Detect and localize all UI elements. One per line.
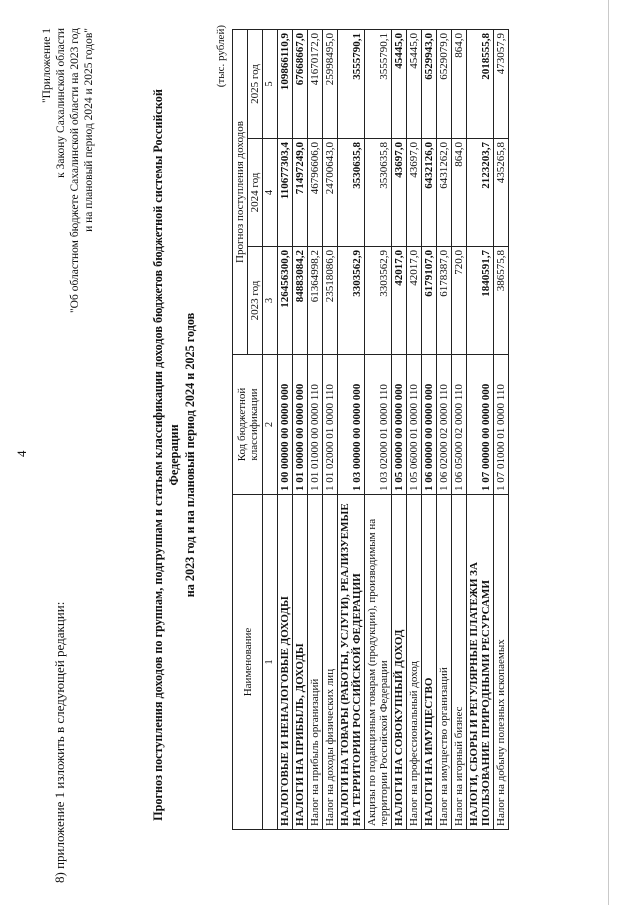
table-row (407, 30, 422, 830)
row-value-2023: 720,0 (452, 247, 467, 355)
row-value-2024: 110677303,4 (278, 139, 293, 247)
table-row (392, 30, 407, 830)
row-value-2024: 864,0 (452, 139, 467, 247)
header-forecast: Прогноз поступления доходов (233, 30, 248, 355)
row-value-2024: 3530635,8 (365, 139, 392, 247)
row-value-2025: 3555790,1 (365, 30, 392, 139)
row-name: НАЛОГИ НА ИМУЩЕСТВО (422, 495, 437, 830)
appendix-line-1: "Приложение 1 (41, 28, 53, 104)
header-name: Наименование (233, 495, 263, 830)
row-value-2025: 2018555,8 (467, 30, 494, 139)
appendix-header (40, 28, 96, 408)
row-name: Налог на игорный бизнес (452, 495, 467, 830)
table-row (494, 30, 509, 830)
row-value-2024: 43697,0 (392, 139, 407, 247)
row-name: НАЛОГИ НА ПРИБЫЛЬ, ДОХОДЫ (293, 495, 308, 830)
row-code: 1 01 02000 01 0000 110 (323, 355, 338, 495)
table-row (422, 30, 437, 830)
header-2025: 2025 год (248, 30, 263, 139)
row-value-2025: 45445,0 (407, 30, 422, 139)
row-code: 1 03 02000 01 0000 110 (365, 355, 392, 495)
row-code: 1 03 00000 00 0000 000 (338, 355, 365, 495)
row-value-2023: 3303562,9 (338, 247, 365, 355)
table-row (452, 30, 467, 830)
row-value-2023: 6178387,0 (437, 247, 452, 355)
row-value-2023: 61364998,2 (308, 247, 323, 355)
row-value-2024: 71497249,0 (293, 139, 308, 247)
title-line-1: Прогноз поступления доходов по группам, подгруппам и статьям классификации доходов бюджетов бюджетной системы Российской (151, 89, 165, 821)
row-value-2024: 6432126,0 (422, 139, 437, 247)
row-value-2025: 6529943,0 (422, 30, 437, 139)
row-value-2023: 23518086,0 (323, 247, 338, 355)
row-name: Налог на доходы физических лиц (323, 495, 338, 830)
row-code: 1 07 01000 01 0000 110 (494, 355, 509, 495)
row-value-2025: 67668667,0 (293, 30, 308, 139)
row-value-2023: 3303562,9 (365, 247, 392, 355)
table-row (308, 30, 323, 830)
header-code: Код бюджетной классификации (233, 355, 263, 495)
appendix-line-3: "Об областном бюджете Сахалинской области на 2023 год (69, 28, 81, 314)
row-value-2025: 3555790,1 (338, 30, 365, 139)
row-value-2025: 45445,0 (392, 30, 407, 139)
row-name: НАЛОГИ НА ТОВАРЫ (РАБОТЫ, УСЛУГИ), РЕАЛИЗУЕМЫЕ НА ТЕРРИТОРИИ РОССИЙСКОЙ ФЕДЕРАЦИИ (338, 495, 365, 830)
row-name: НАЛОГОВЫЕ И НЕНАЛОГОВЫЕ ДОХОДЫ (278, 495, 293, 830)
title-line-3: на 2023 год и на плановый период 2024 и 2025 годов (183, 312, 197, 598)
row-value-2024: 43697,0 (407, 139, 422, 247)
row-name: Налог на профессиональный доход (407, 495, 422, 830)
row-name: Налог на имущество организаций (437, 495, 452, 830)
row-code: 1 05 06000 01 0000 110 (407, 355, 422, 495)
row-code: 1 06 02000 02 0000 110 (437, 355, 452, 495)
row-value-2025: 25998495,0 (323, 30, 338, 139)
row-code: 1 01 00000 00 0000 000 (293, 355, 308, 495)
row-value-2023: 6179107,0 (422, 247, 437, 355)
document-title (150, 65, 198, 845)
header-2023: 2023 год (248, 247, 263, 355)
row-code: 1 06 05000 02 0000 110 (452, 355, 467, 495)
row-value-2024: 6431262,0 (437, 139, 452, 247)
header-2024: 2024 год (248, 139, 263, 247)
row-value-2025: 109866110,9 (278, 30, 293, 139)
row-code: 1 01 01000 00 0000 110 (308, 355, 323, 495)
table-row (338, 30, 365, 830)
scan-fold-line (608, 0, 609, 905)
row-name: Налог на прибыль организаций (308, 495, 323, 830)
row-value-2025: 41670172,0 (308, 30, 323, 139)
row-code: 1 07 00000 00 0000 000 (467, 355, 494, 495)
row-value-2025: 864,0 (452, 30, 467, 139)
column-number: 2 (263, 355, 278, 495)
row-code: 1 00 00000 00 0000 000 (278, 355, 293, 495)
row-name: НАЛОГИ НА СОВОКУПНЫЙ ДОХОД (392, 495, 407, 830)
row-value-2023: 1840591,7 (467, 247, 494, 355)
row-value-2024: 2123203,7 (467, 139, 494, 247)
row-value-2024: 435265,8 (494, 139, 509, 247)
appendix-line-4: и на плановый период 2024 и 2025 годов" (83, 28, 95, 232)
column-number: 5 (263, 30, 278, 139)
title-line-2: Федерации (167, 424, 181, 486)
table-row (278, 30, 293, 830)
appendix-line-2: к Закону Сахалинской области (55, 28, 67, 178)
row-value-2024: 24700643,0 (323, 139, 338, 247)
column-number: 1 (263, 495, 278, 830)
table-row (467, 30, 494, 830)
column-number-row (263, 30, 278, 830)
page-number: 4 (14, 450, 29, 457)
intro-text: 8) приложение 1 изложить в следующей редакции: (52, 601, 67, 883)
column-number: 4 (263, 139, 278, 247)
row-value-2023: 42017,0 (392, 247, 407, 355)
row-value-2023: 84883084,2 (293, 247, 308, 355)
row-name: Налог на добычу полезных ископаемых (494, 495, 509, 830)
row-code: 1 05 00000 00 0000 000 (392, 355, 407, 495)
row-value-2023: 42017,0 (407, 247, 422, 355)
row-name: Акцизы по подакцизным товарам (продукции), производимым на территории Российской Федерации (365, 495, 392, 830)
row-value-2024: 46796606,0 (308, 139, 323, 247)
table-row (293, 30, 308, 830)
row-value-2023: 386575,8 (494, 247, 509, 355)
row-code: 1 06 00000 00 0000 000 (422, 355, 437, 495)
row-value-2025: 6529079,0 (437, 30, 452, 139)
units-label: (тыс. рублей) (215, 25, 227, 88)
row-value-2025: 473057,9 (494, 30, 509, 139)
row-value-2024: 3530635,8 (338, 139, 365, 247)
column-number: 3 (263, 247, 278, 355)
row-name: НАЛОГИ, СБОРЫ И РЕГУЛЯРНЫЕ ПЛАТЕЖИ ЗА ПОЛЬЗОВАНИЕ ПРИРОДНЫМИ РЕСУРСАМИ (467, 495, 494, 830)
table-row (323, 30, 338, 830)
table-row (437, 30, 452, 830)
table-row (365, 30, 392, 830)
row-value-2023: 126456300,0 (278, 247, 293, 355)
revenue-table (232, 29, 509, 830)
